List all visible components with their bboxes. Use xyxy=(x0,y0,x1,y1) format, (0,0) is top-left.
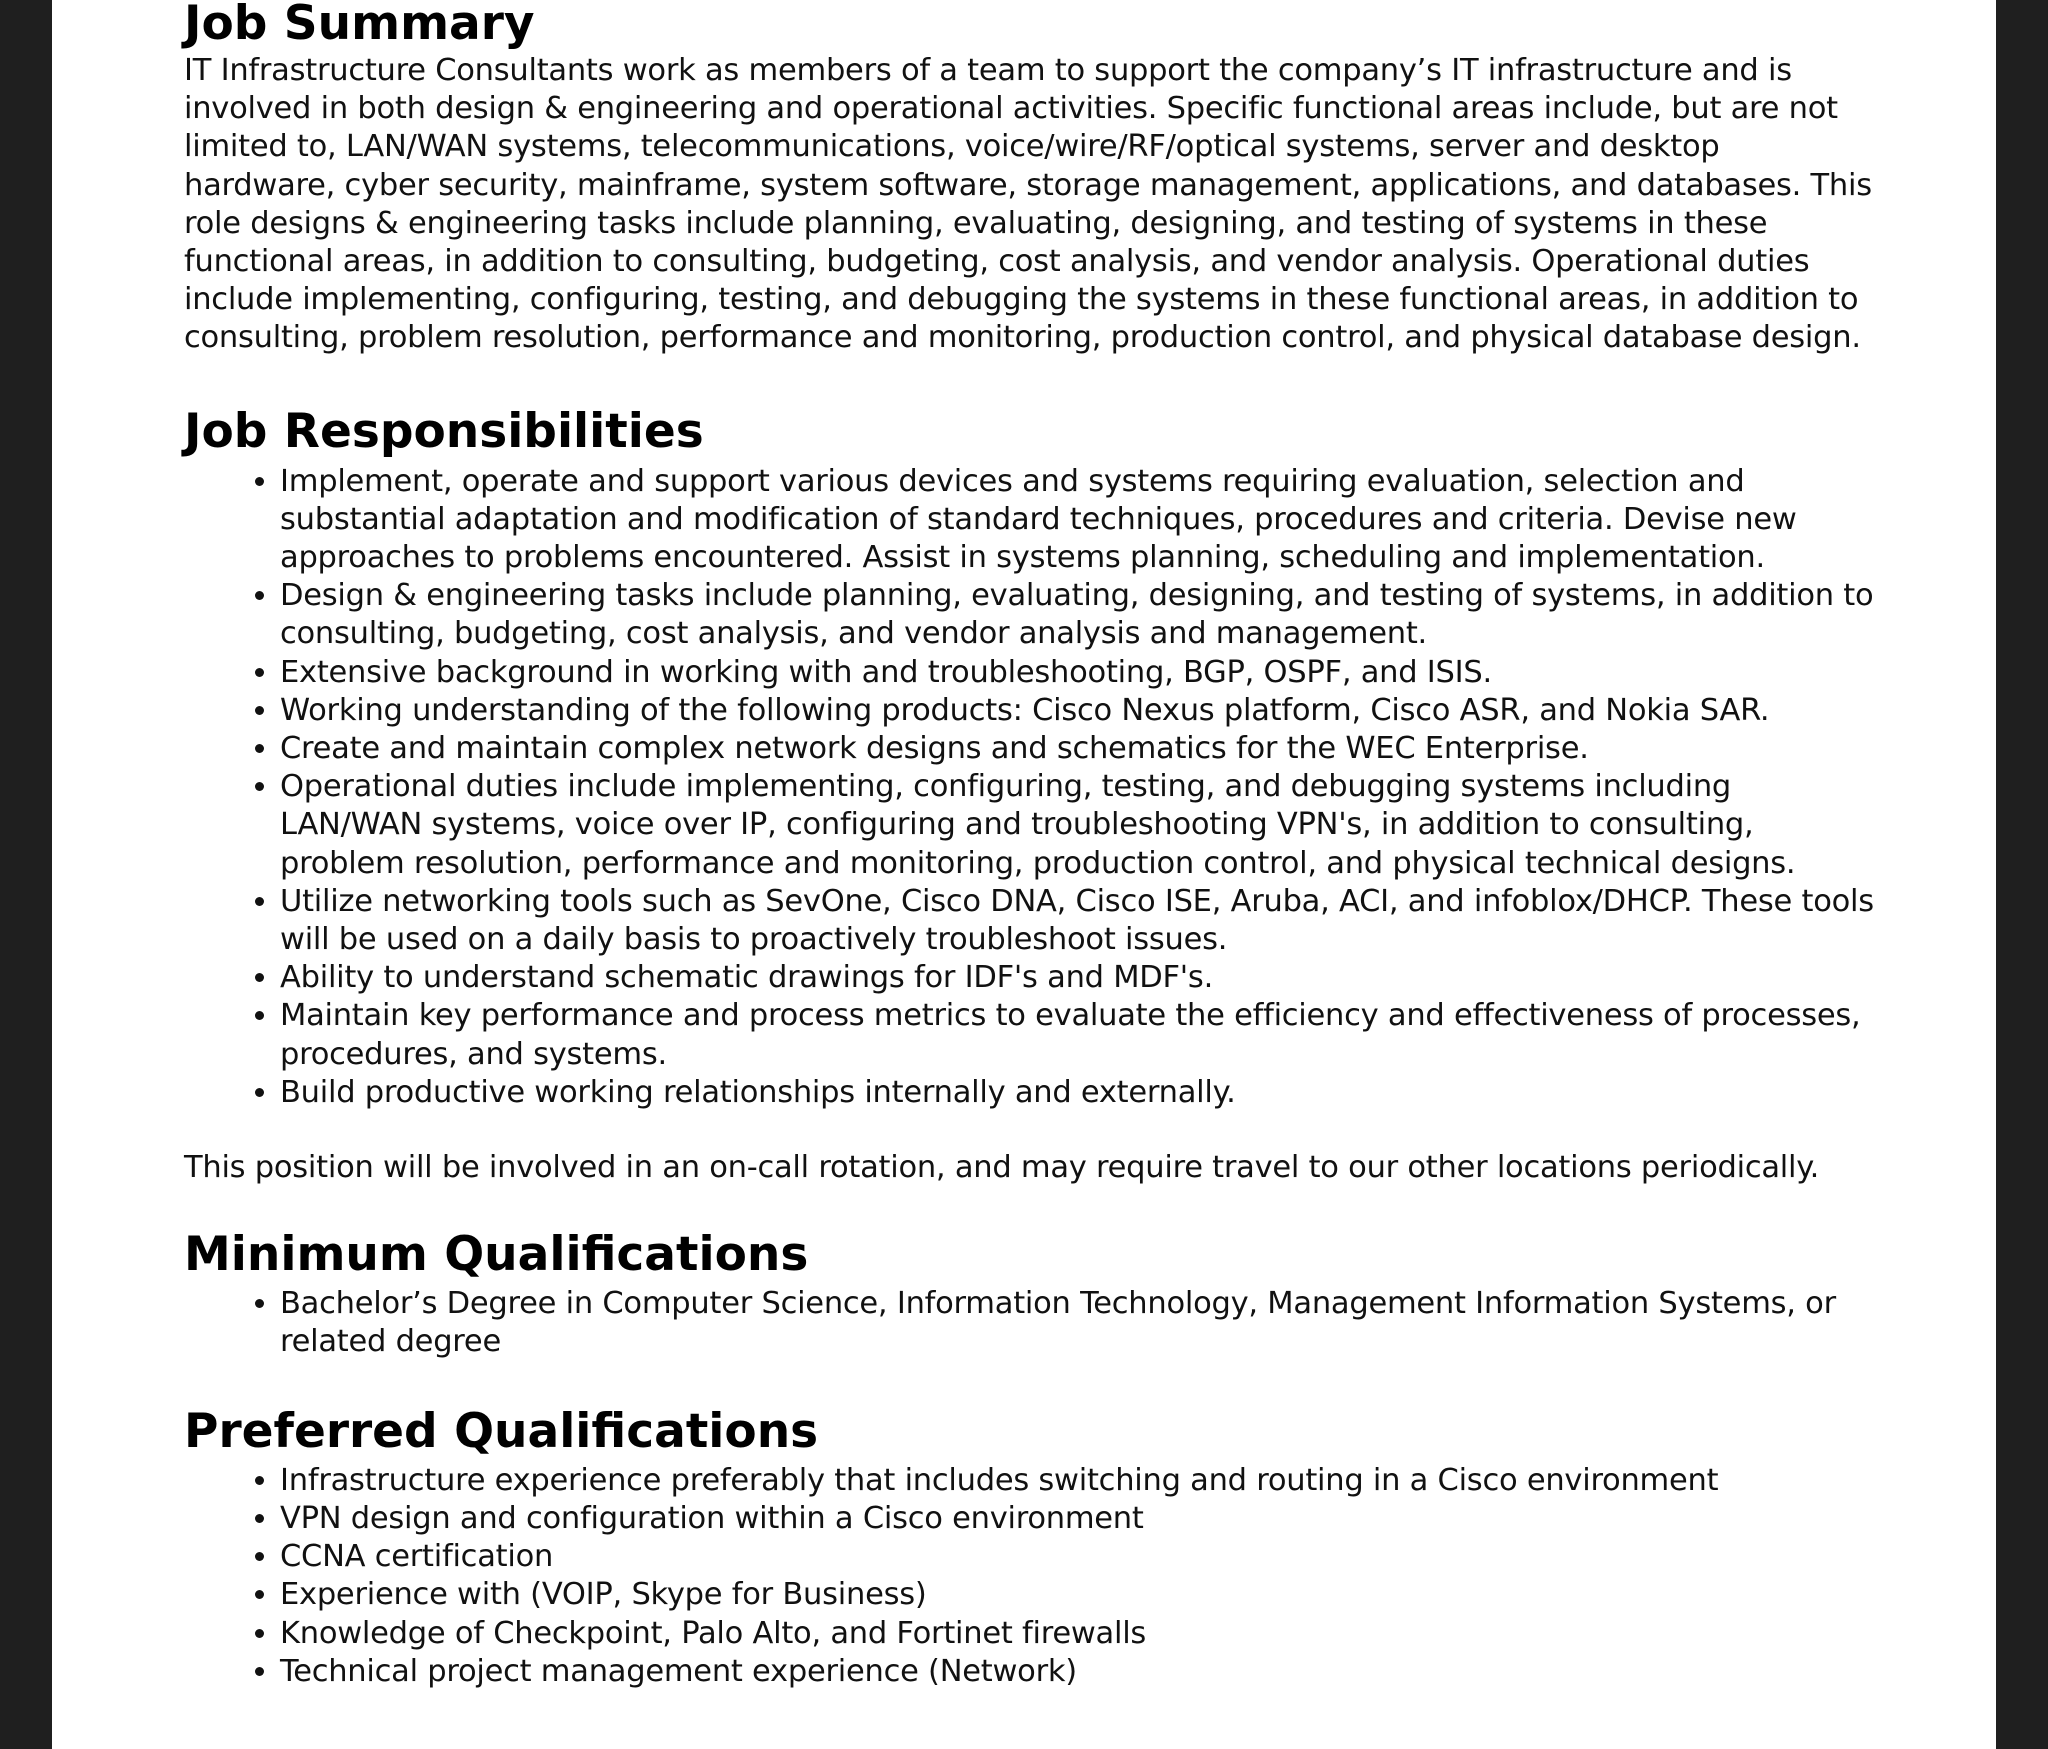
list-item: • Build productive working relationships internally and externally. xyxy=(280,1074,1876,1112)
on-call-note: This position will be involved in an on-call rotation, and may require travel to our other locations periodically. xyxy=(184,1150,1820,1186)
list-item: • Bachelor’s Degree in Computer Science, Information Technology, Management Information Systems, or related degree xyxy=(280,1285,1876,1361)
minimum-qualifications-heading: Minimum Qualifications xyxy=(184,1227,809,1283)
list-item: • Technical project management experience (Network) xyxy=(280,1653,1876,1691)
preferred-qualifications-heading: Preferred Qualifications xyxy=(184,1403,819,1459)
list-item: • Utilize networking tools such as SevOne, Cisco DNA, Cisco ISE, Aruba, ACI, and infoblox/DHCP. These tools will be used on a daily basis to proactively troubleshoot issues. xyxy=(280,883,1876,959)
list-item: • Create and maintain complex network designs and schematics for the WEC Enterprise. xyxy=(280,730,1876,768)
job-summary-heading: Job Summary xyxy=(184,0,535,51)
list-item: • Knowledge of Checkpoint, Palo Alto, and Fortinet firewalls xyxy=(280,1615,1876,1653)
preferred-qualifications-list xyxy=(184,1462,1876,1691)
list-item: • VPN design and configuration within a Cisco environment xyxy=(280,1500,1876,1538)
list-item: • Maintain key performance and process metrics to evaluate the efficiency and effectiveness of processes, procedures, and systems. xyxy=(280,997,1876,1073)
job-summary-text: IT Infrastructure Consultants work as members of a team to support the company’s IT infrastructure and is involved in both design & engineering and operational activities. Specific functional areas include, but are not limited to, LAN/WAN systems, telecommunications, voice/wire/RF/optical systems, server and desktop hardware, cyber security, mainframe, system software, storage management, applications, and databases. This role designs & engineering tasks include planning, evaluating, designing, and testing of systems in these functional areas, in addition to consulting, budgeting, cost analysis, and vendor analysis. Operational duties include implementing, configuring, testing, and debugging the systems in these functional areas, in addition to consulting, problem resolution, performance and monitoring, production control, and physical database design. xyxy=(184,53,1872,356)
list-item: • Implement, operate and support various devices and systems requiring evaluation, selection and substantial adaptation and modification of standard techniques, procedures and criteria. Devise new approaches to problems encountered. Assist in systems planning, scheduling and implementation. xyxy=(280,463,1876,578)
list-item: • Experience with (VOIP, Skype for Business) xyxy=(280,1576,1876,1614)
list-item: • CCNA certification xyxy=(280,1538,1876,1576)
document-page xyxy=(52,0,1996,1749)
list-item: • Extensive background in working with and troubleshooting, BGP, OSPF, and ISIS. xyxy=(280,654,1876,692)
list-item: • Ability to understand schematic drawings for IDF's and MDF's. xyxy=(280,959,1876,997)
list-item: • Infrastructure experience preferably that includes switching and routing in a Cisco environment xyxy=(280,1462,1876,1500)
list-item: • Operational duties include implementing, configuring, testing, and debugging systems including LAN/WAN systems, voice over IP, configuring and troubleshooting VPN's, in addition to consulting, problem resolution, performance and monitoring, production control, and physical technical designs. xyxy=(280,768,1876,883)
list-item: • Working understanding of the following products: Cisco Nexus platform, Cisco ASR, and Nokia SAR. xyxy=(280,692,1876,730)
list-item: • Design & engineering tasks include planning, evaluating, designing, and testing of systems, in addition to consulting, budgeting, cost analysis, and vendor analysis and management. xyxy=(280,577,1876,653)
job-responsibilities-heading: Job Responsibilities xyxy=(184,403,704,459)
minimum-qualifications-list xyxy=(184,1285,1876,1361)
job-responsibilities-list xyxy=(184,463,1876,1112)
